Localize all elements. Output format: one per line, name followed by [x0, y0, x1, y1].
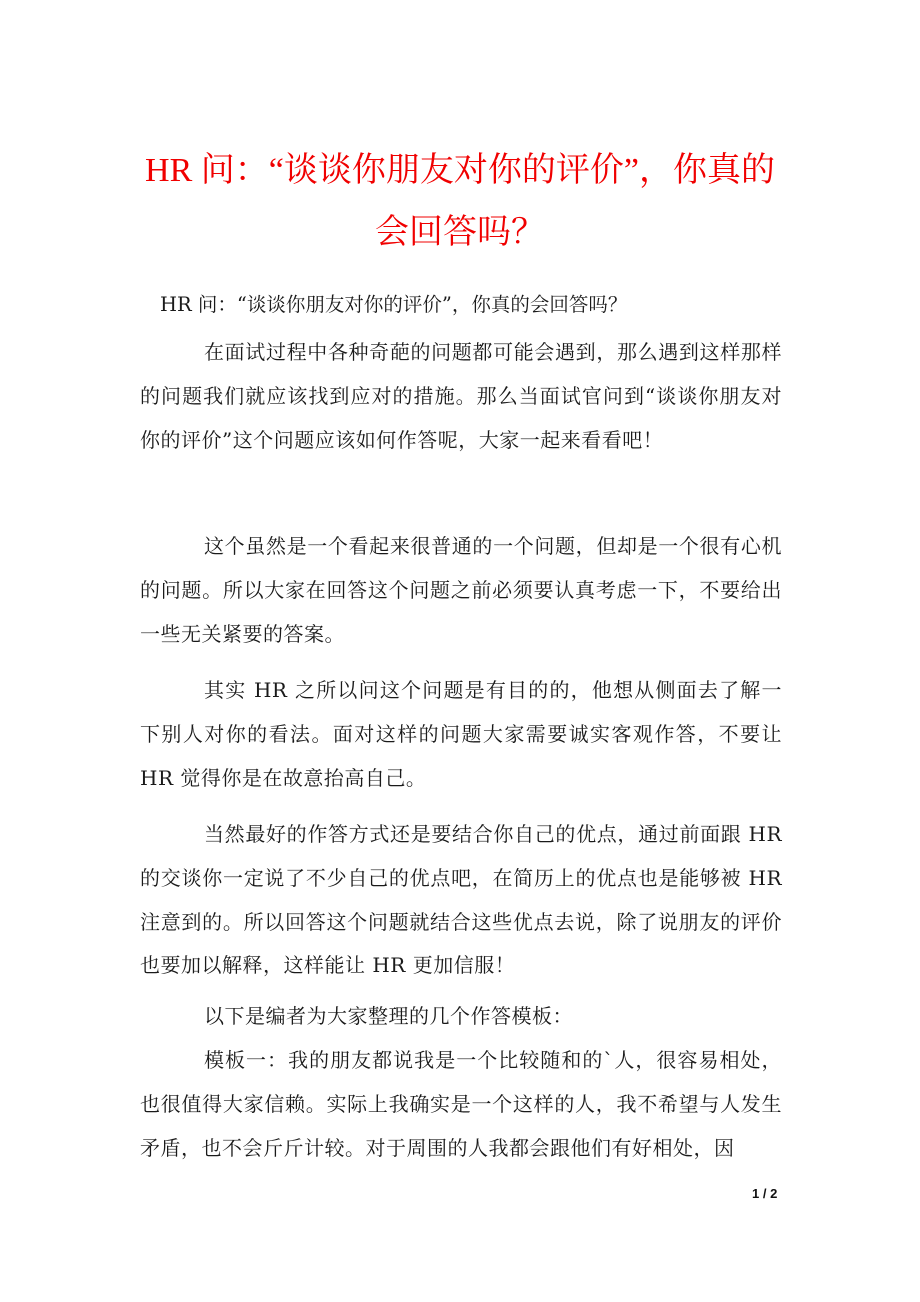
- paragraph-template-one: 模板一：我的朋友都说我是一个比较随和的`人，很容易相处，也很值得大家信赖。实际上我确实是一个这样的人，我不希望与人发生矛盾，也不会斤斤计较。对于周围的人我都会跟他们有好相处，因: [140, 1048, 782, 1160]
- paragraph-ordinary-question: 这个虽然是一个看起来很普通的一个问题，但却是一个很有心机的问题。所以大家在回答这个问题之前必须要认真考虑一下，不要给出一些无关紧要的答案。: [140, 534, 782, 646]
- title-line-2: 会回答吗？: [375, 214, 545, 251]
- page-number: 1 / 2: [752, 1186, 778, 1201]
- title-line-1: HR 问：“谈谈你朋友对你的评价”，你真的: [145, 152, 775, 189]
- paragraph-templates-intro: 以下是编者为大家整理的几个作答模板：: [204, 1004, 573, 1028]
- document-subtitle: HR 问：“谈谈你朋友对你的评价”，你真的会回答吗？: [160, 293, 628, 316]
- document-title: [130, 140, 790, 264]
- paragraph-best-answer: 当然最好的作答方式还是要结合你自己的优点，通过前面跟 HR 的交谈你一定说了不少自己的优点吧，在简历上的优点也是能够被 HR 注意到的。所以回答这个问题就结合这些优点去说，除了说朋友的评价也要加以解释，这样能让 HR 更加信服！: [140, 822, 782, 978]
- paragraph-intro: 在面试过程中各种奇葩的问题都可能会遇到，那么遇到这样那样的问题我们就应该找到应对的措施。那么当面试官问到“谈谈你朋友对你的评价”这个问题应该如何作答呢，大家一起来看看吧！: [140, 340, 782, 452]
- paragraph-hr-purpose: 其实 HR 之所以问这个问题是有目的的，他想从侧面去了解一下别人对你的看法。面对这样的问题大家需要诚实客观作答，不要让 HR 觉得你是在故意抬高自己。: [140, 678, 782, 790]
